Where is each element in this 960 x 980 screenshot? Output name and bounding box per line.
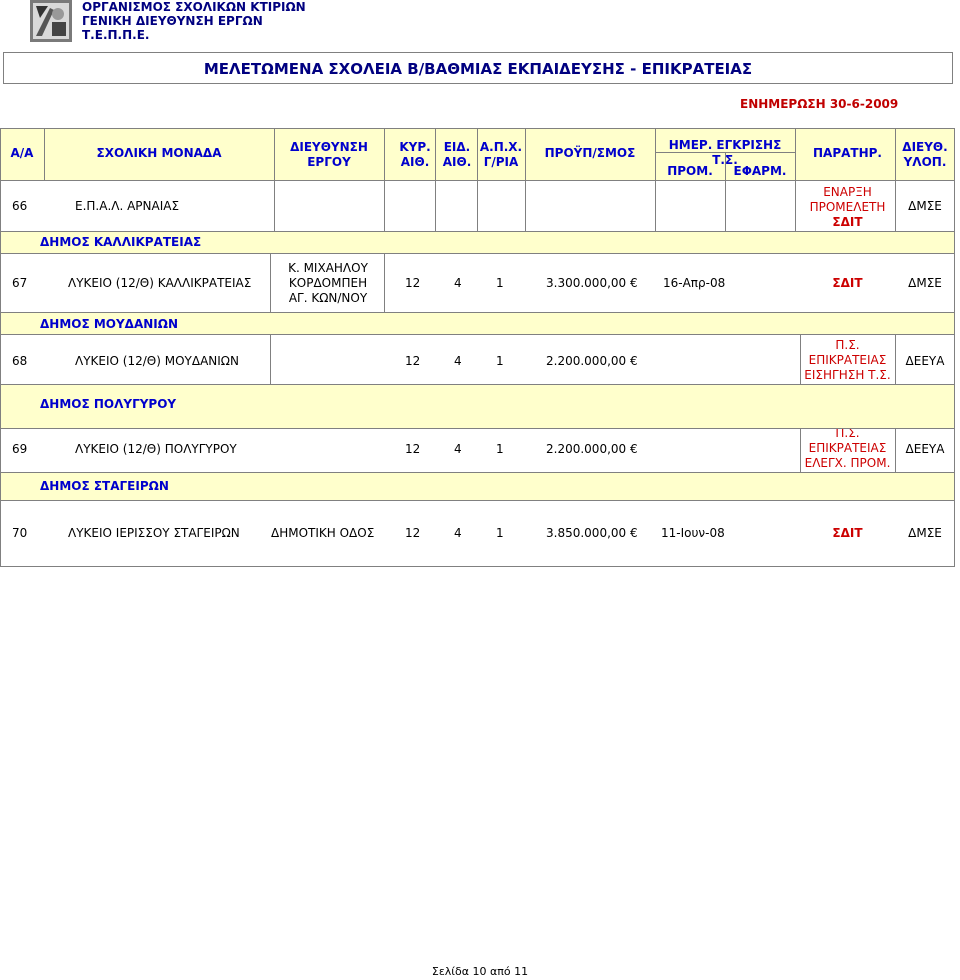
report-title-box	[3, 52, 953, 84]
row-67-address-2: ΚΟΡΔΟΜΠΕΗ	[288, 276, 368, 290]
header-kyr-1: ΚΥΡ.	[399, 140, 431, 154]
page-number: Σελίδα 10 από 11	[431, 965, 529, 978]
table-grid	[0, 128, 955, 568]
row-69-remarks-2: ΕΠΙΚΡΑΤΕΙΑΣ	[808, 441, 887, 455]
row-67-address-3: ΑΓ. ΚΩΝ/ΝΟΥ	[288, 291, 368, 305]
row-68-remarks-2: ΕΠΙΚΡΑΤΕΙΑΣ	[808, 353, 887, 367]
header-aa: Α/Α	[10, 146, 34, 160]
org-name-line1: ΟΡΓΑΝΙΣΜΟΣ ΣΧΟΛΙΚΩΝ ΚΤΙΡΙΩΝ	[82, 0, 306, 14]
row-66-school: Ε.Π.Α.Λ. ΑΡΝΑΙΑΣ	[75, 199, 180, 213]
row-68-remarks-3: ΕΙΣΗΓΗΣΗ Τ.Σ.	[804, 368, 891, 382]
row-66-remarks-1: ΕΝΑΡΞΗ	[823, 185, 872, 199]
row-67-school: ΛΥΚΕΙΟ (12/Θ) ΚΑΛΛΙΚΡΑΤΕΙΑΣ	[68, 276, 252, 290]
header-school: ΣΧΟΛΙΚΗ ΜΟΝΑΔΑ	[96, 146, 222, 160]
report-title: ΜΕΛΕΤΩΜΕΝΑ ΣΧΟΛΕΙΑ Β/ΒΑΘΜΙΑΣ ΕΚΠΑΙΔΕΥΣΗΣ - ΕΠΙΚΡΑΤΕΙΑΣ	[203, 60, 753, 78]
header-apx-1: Α.Π.Χ.	[479, 140, 523, 154]
header-eid-2: ΑΙΘ.	[442, 155, 472, 169]
row-68-aa: 68	[12, 354, 28, 368]
header-dir-1: ΔΙΕΥΘ.	[902, 140, 948, 154]
row-70-remarks: ΣΔΙΤ	[832, 526, 863, 540]
row-70-apx: 1	[496, 526, 504, 540]
header-address-2: ΕΡΓΟΥ	[307, 155, 351, 169]
row-69-remarks-1: Π.Σ.	[835, 426, 860, 440]
row-67-aa: 67	[12, 276, 28, 290]
row-69-aa: 69	[12, 442, 28, 456]
schools-table	[0, 128, 955, 568]
municipality-label: ΔΗΜΟΣ ΚΑΛΛΙΚΡΑΤΕΙΑΣ	[40, 235, 202, 249]
row-66-aa: 66	[12, 199, 28, 213]
row-70-kyr: 12	[405, 526, 421, 540]
row-68-eid: 4	[454, 354, 462, 368]
header-address-1: ΔΙΕΥΘΥΝΣΗ	[290, 140, 368, 154]
header-efarm: ΕΦΑΡΜ.	[733, 164, 787, 178]
row-68-remarks-1: Π.Σ.	[835, 338, 860, 352]
row-69-apx: 1	[496, 442, 504, 456]
header-remarks: ΠΑΡΑΤΗΡ.	[813, 146, 882, 160]
row-70-aa: 70	[12, 526, 28, 540]
row-70-school: ΛΥΚΕΙΟ ΙΕΡΙΣΣΟΥ ΣΤΑΓΕΙΡΩΝ	[68, 526, 240, 540]
header-dir-2: ΥΛΟΠ.	[903, 155, 947, 169]
row-67-dir: ΔΜΣΕ	[908, 276, 942, 290]
row-69-eid: 4	[454, 442, 462, 456]
row-67-kyr: 12	[405, 276, 421, 290]
row-70-dir: ΔΜΣΕ	[908, 526, 942, 540]
municipality-label: ΔΗΜΟΣ ΠΟΛΥΓΥΡΟΥ	[40, 397, 177, 411]
header-approval: ΗΜΕΡ. ΕΓΚΡΙΣΗΣ Τ.Σ.	[668, 138, 782, 167]
row-66-remarks-3: ΣΔΙΤ	[832, 215, 863, 229]
row-67-apx: 1	[496, 276, 504, 290]
row-66-dir: ΔΜΣΕ	[908, 199, 942, 213]
municipality-label: ΔΗΜΟΣ ΣΤΑΓΕΙΡΩΝ	[40, 479, 169, 493]
row-70-budget: 3.850.000,00 €	[546, 526, 638, 540]
row-69-budget: 2.200.000,00 €	[546, 442, 638, 456]
row-67-remarks: ΣΔΙΤ	[832, 276, 863, 290]
row-70-eid: 4	[454, 526, 462, 540]
row-69-kyr: 12	[405, 442, 421, 456]
municipality-label: ΔΗΜΟΣ ΜΟΥΔΑΝΙΩΝ	[40, 317, 179, 331]
row-68-school: ΛΥΚΕΙΟ (12/Θ) ΜΟΥΔΑΝΙΩΝ	[75, 354, 239, 368]
header-budget: ΠΡΟΫΠ/ΣΜΟΣ	[544, 146, 636, 160]
header-kyr-2: ΑΙΘ.	[400, 155, 430, 169]
row-68-budget: 2.200.000,00 €	[546, 354, 638, 368]
row-68-dir: ΔΕΕΥΑ	[905, 354, 945, 368]
header-apx-2: Γ/ΡΙΑ	[483, 155, 519, 169]
row-67-eid: 4	[454, 276, 462, 290]
header-prom: ΠΡΟΜ.	[667, 164, 713, 178]
row-69-dir: ΔΕΕΥΑ	[905, 442, 945, 456]
row-69-remarks-3: ΕΛΕΓΧ. ΠΡΟΜ.	[804, 456, 891, 470]
row-67-prom-date: 16-Απρ-08	[663, 276, 726, 290]
row-68-apx: 1	[496, 354, 504, 368]
update-date: ΕΝΗΜΕΡΩΣΗ 30-6-2009	[740, 97, 899, 111]
header-eid-1: ΕΙΔ.	[443, 140, 471, 154]
row-69-school: ΛΥΚΕΙΟ (12/Θ) ΠΟΛΥΓΥΡΟΥ	[75, 442, 237, 456]
row-66-remarks-2: ΠΡΟΜΕΛΕΤΗ	[809, 200, 886, 214]
org-name-line2: ΓΕΝΙΚΗ ΔΙΕΥΘΥΝΣΗ ΕΡΓΩΝ	[82, 14, 263, 28]
organization-logo	[30, 0, 72, 42]
row-70-prom-date: 11-Ιουν-08	[661, 526, 725, 540]
row-68-kyr: 12	[405, 354, 421, 368]
org-name-line3: Τ.Ε.Π.Π.Ε.	[82, 28, 150, 42]
row-67-address-1: Κ. ΜΙΧΑΗΛΟΥ	[288, 261, 368, 275]
row-70-address: ΔΗΜΟΤΙΚΗ ΟΔΟΣ	[271, 526, 375, 540]
row-67-budget: 3.300.000,00 €	[546, 276, 638, 290]
